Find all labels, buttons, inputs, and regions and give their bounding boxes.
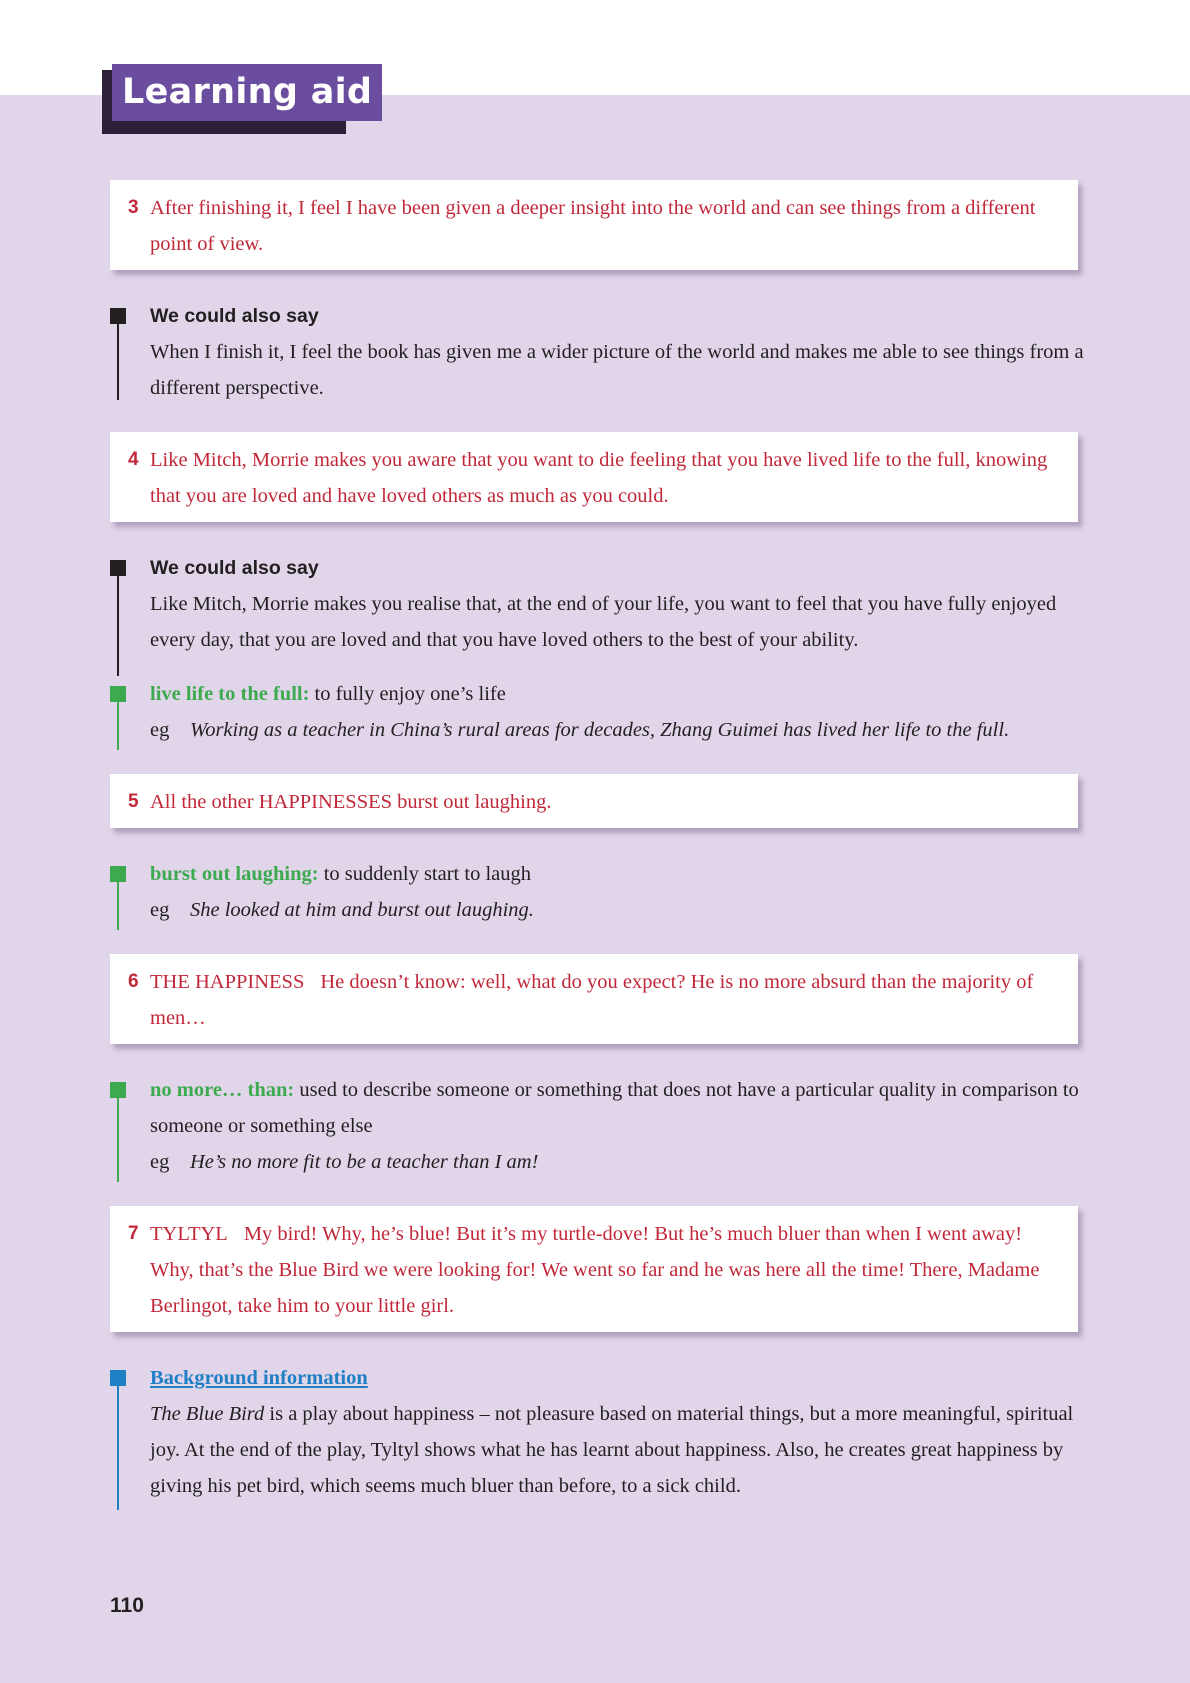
note-rule <box>117 324 119 400</box>
vocab-note-live-life <box>110 676 1090 748</box>
quote-number: 5 <box>128 791 139 812</box>
green-square-icon <box>110 686 126 702</box>
quote-speaker: TYLTYL <box>150 1223 228 1245</box>
note-text: When I finish it, I feel the book has given me a wider picture of the world and makes me able to see things from a different perspective. <box>150 341 1084 399</box>
quote-text: After finishing it, I feel I have been given a deeper insight into the world and can see things from a different point of view. <box>150 197 1036 255</box>
quote-box-3 <box>110 180 1078 270</box>
vocab-term: burst out laughing: <box>150 863 319 885</box>
note-rule <box>117 702 119 750</box>
note-rule <box>117 576 119 676</box>
eg-label: eg <box>150 719 170 741</box>
eg-label: eg <box>150 899 170 921</box>
vocab-example: He’s no more fit to be a teacher than I am! <box>190 1151 539 1173</box>
quote-number: 4 <box>128 449 139 470</box>
quote-text: He doesn’t know: well, what do you expect? He is no more absurd than the majority of men… <box>150 971 1034 1029</box>
background-info-heading: Background information <box>150 1367 368 1389</box>
note-rule <box>117 1386 119 1510</box>
quote-text: Like Mitch, Morrie makes you aware that you want to die feeling that you have lived life to the full, knowing that you are loved and have loved others as much as you could. <box>150 449 1048 507</box>
page-number: 110 <box>110 1594 144 1617</box>
vocab-note-no-more-than <box>110 1072 1090 1180</box>
background-info-text: is a play about happiness – not pleasure based on material things, but a more meaningful, spiritual joy. At the end of the play, Tyltyl shows what he has learnt about happiness. Also, he creates great happiness by giving his pet bird, which seems much bluer than before, to a sick child. <box>150 1403 1074 1497</box>
vocab-note-burst-out-laughing <box>110 856 1090 928</box>
green-square-icon <box>110 866 126 882</box>
vocab-example: Working as a teacher in China’s rural areas for decades, Zhang Guimei has lived her life to the full. <box>190 719 1010 741</box>
note-heading: We could also say <box>150 557 319 579</box>
section-header <box>102 64 372 121</box>
green-square-icon <box>110 1082 126 1098</box>
quote-speaker: THE HAPPINESS <box>150 971 305 993</box>
vocab-definition: to suddenly start to laugh <box>323 863 531 885</box>
vocab-term: no more… than: <box>150 1079 295 1101</box>
note-heading: We could also say <box>150 305 319 327</box>
eg-label: eg <box>150 1151 170 1173</box>
black-square-icon <box>110 560 126 576</box>
vocab-definition: used to describe someone or something that does not have a particular quality in comparison to someone or something else <box>150 1079 1079 1137</box>
quote-number: 7 <box>128 1223 139 1244</box>
quote-box-4 <box>110 432 1078 522</box>
play-title: The Blue Bird <box>150 1403 265 1425</box>
vocab-definition: to fully enjoy one’s life <box>314 683 506 705</box>
section-title: Learning aid <box>112 64 382 121</box>
vocab-term: live life to the full: <box>150 683 310 705</box>
note-rule <box>117 882 119 930</box>
quote-box-6 <box>110 954 1078 1044</box>
vocab-example: She looked at him and burst out laughing. <box>190 899 534 921</box>
black-square-icon <box>110 308 126 324</box>
also-say-note-2 <box>110 550 1090 658</box>
quote-text: All the other HAPPINESSES burst out laughing. <box>150 791 552 813</box>
quote-text: My bird! Why, he’s blue! But it’s my turtle-dove! But he’s much bluer than when I went away! Why, that’s the Blue Bird we were looking for! We went so far and he was here all the time! There, Madame Berlingot, take him to your little girl. <box>150 1223 1040 1317</box>
blue-square-icon <box>110 1370 126 1386</box>
note-text: Like Mitch, Morrie makes you realise that, at the end of your life, you want to feel that you have fully enjoyed every day, that you are loved and that you have loved others to the best of your ability. <box>150 593 1057 651</box>
also-say-note-1 <box>110 298 1090 406</box>
quote-box-7 <box>110 1206 1078 1332</box>
background-info-note <box>110 1360 1090 1504</box>
note-rule <box>117 1098 119 1182</box>
quote-box-5 <box>110 774 1078 828</box>
quote-number: 6 <box>128 971 139 992</box>
quote-number: 3 <box>128 197 139 218</box>
